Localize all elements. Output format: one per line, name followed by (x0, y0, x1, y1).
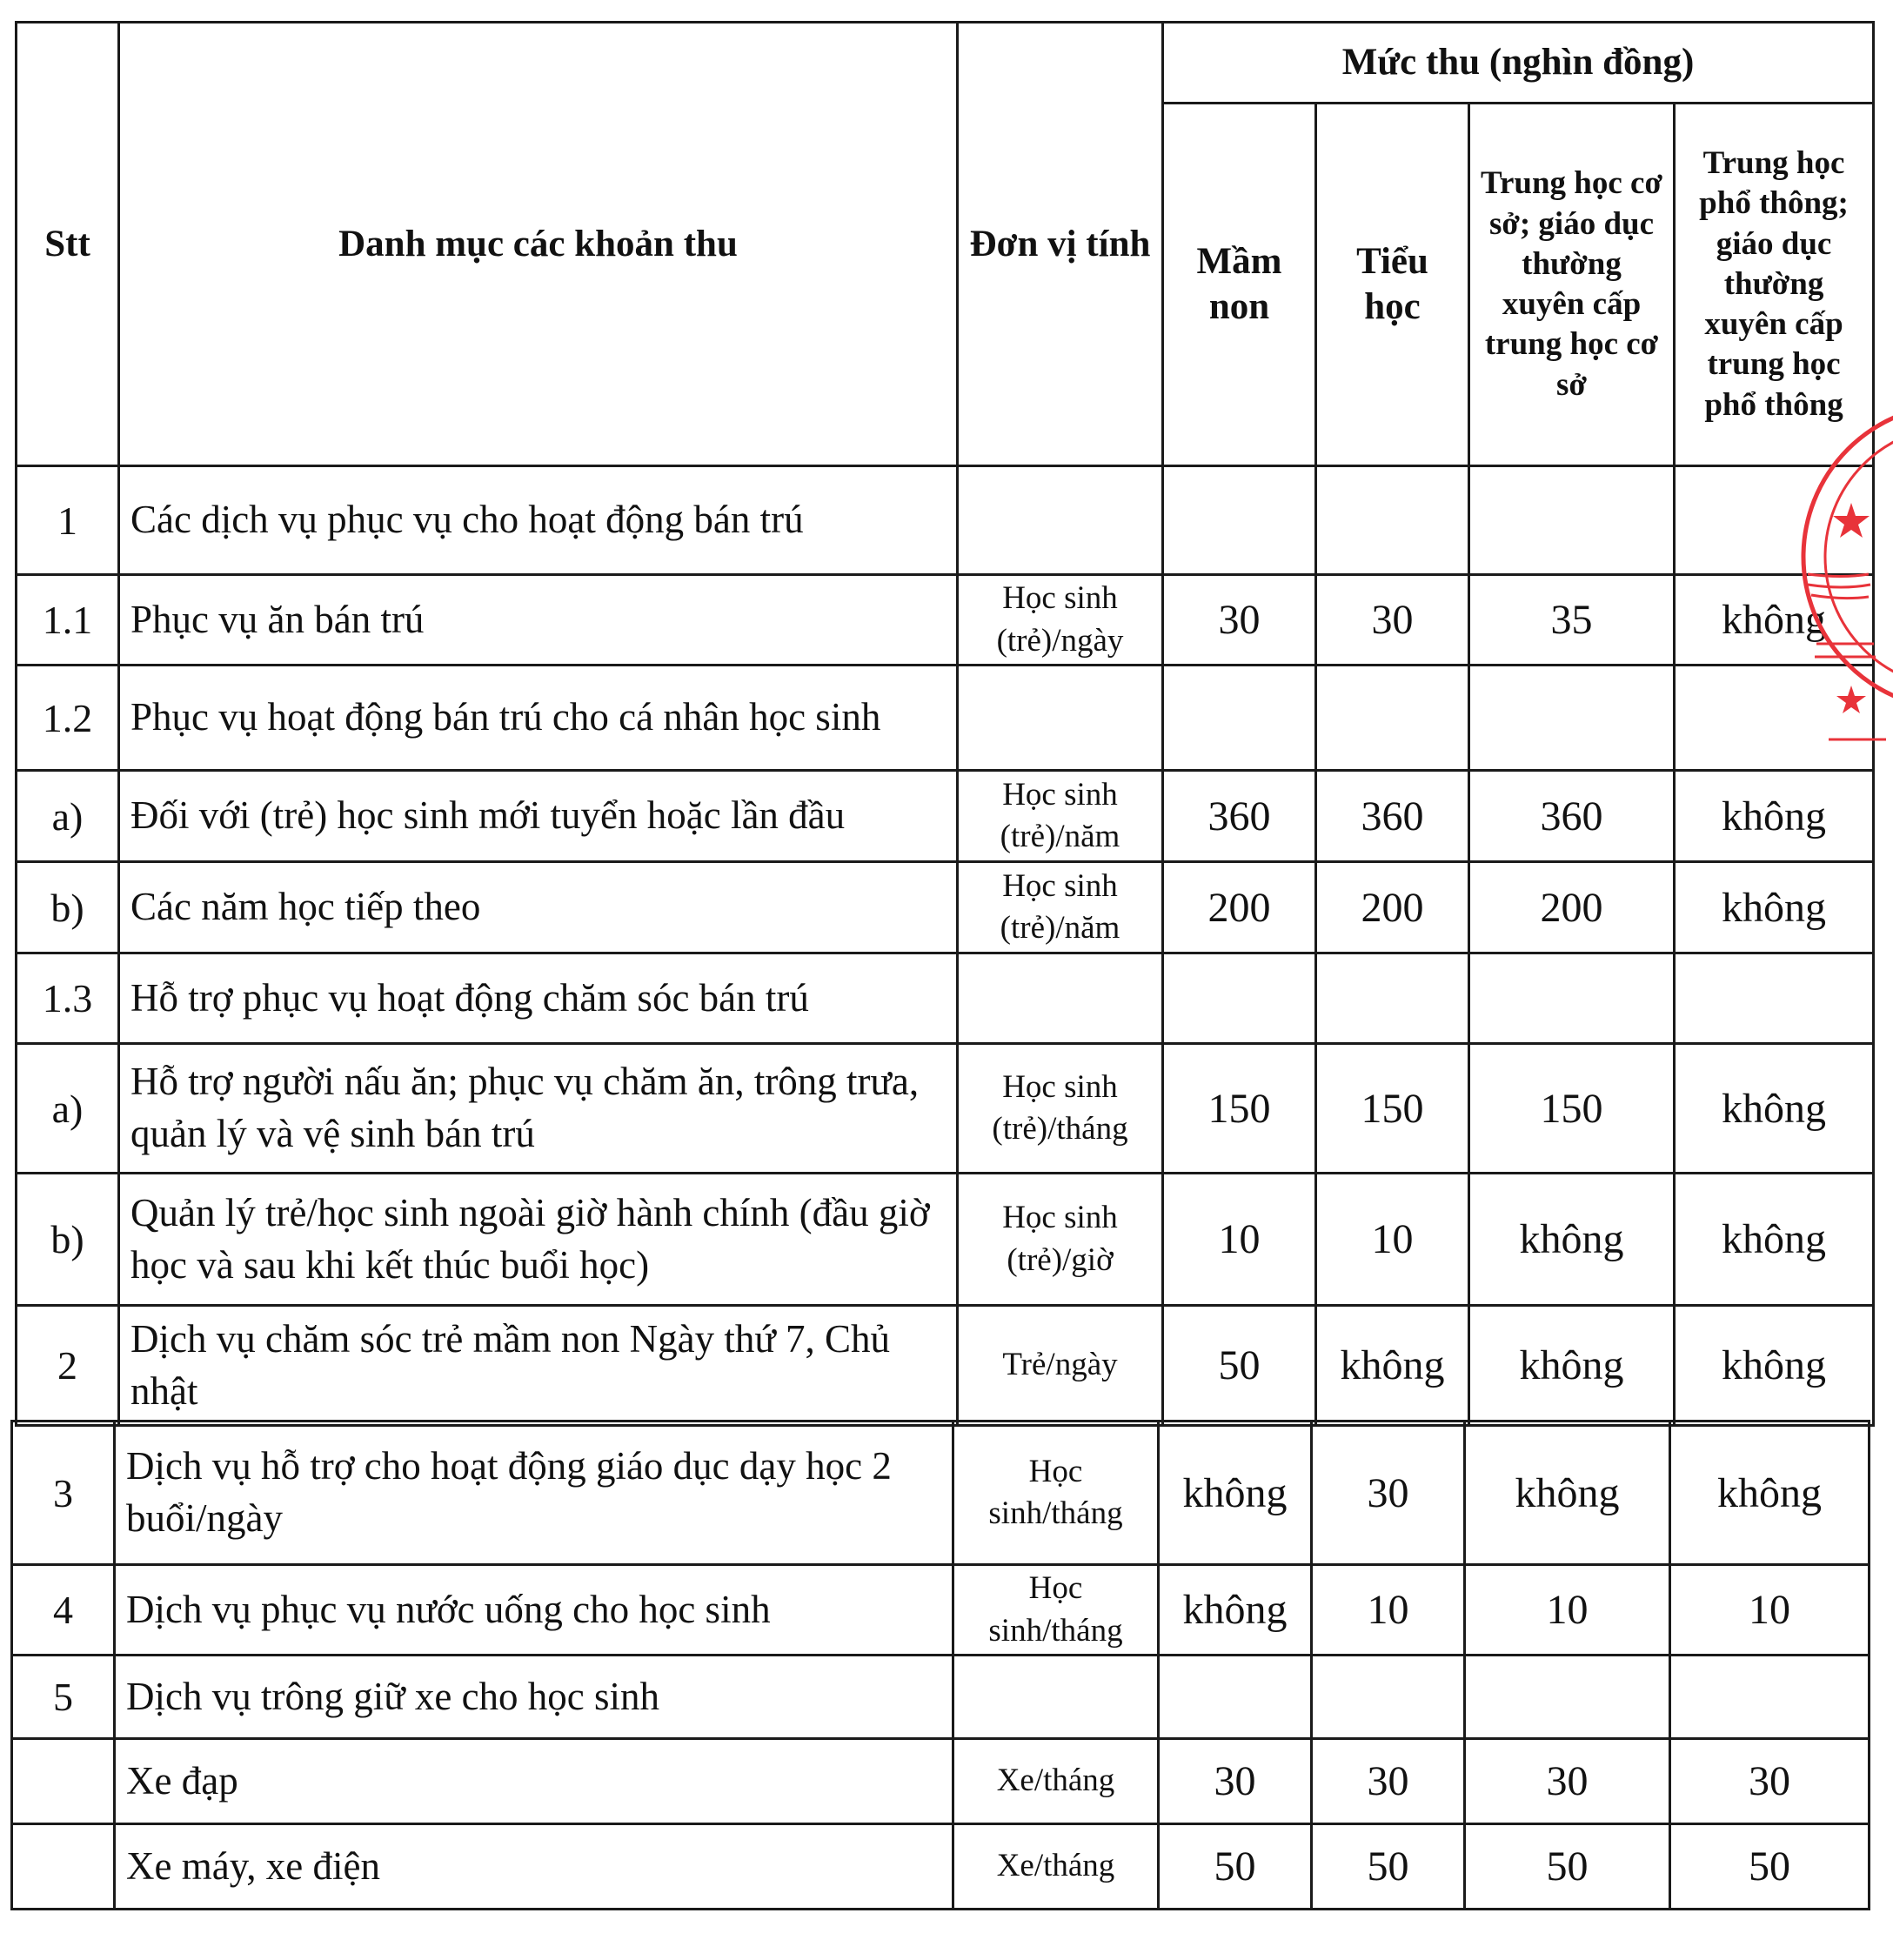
row-fee-value: không (1675, 1044, 1874, 1174)
row-fee-value (1163, 666, 1316, 771)
table-row (12, 1422, 1870, 1565)
row-item: Dịch vụ chăm sóc trẻ mầm non Ngày thứ 7, Chủ nhật (119, 1306, 958, 1426)
row-fee-value: không (1159, 1422, 1312, 1565)
row-fee-value: không (1159, 1565, 1312, 1656)
row-stt: a) (17, 1044, 119, 1174)
row-fee-value: 10 (1312, 1565, 1465, 1656)
row-fee-value (1316, 666, 1469, 771)
row-unit: Học sinh (trẻ)/giờ (958, 1174, 1163, 1306)
row-item: Hỗ trợ người nấu ăn; phục vụ chăm ăn, trông trưa, quản lý và vệ sinh bán trú (119, 1044, 958, 1174)
row-unit: Học sinh/tháng (953, 1565, 1159, 1656)
row-fee-value: không (1675, 1174, 1874, 1306)
row-unit: Trẻ/ngày (958, 1306, 1163, 1426)
row-fee-value (1675, 466, 1874, 575)
row-unit: Học sinh (trẻ)/tháng (958, 1044, 1163, 1174)
row-item: Phục vụ hoạt động bán trú cho cá nhân học sinh (119, 666, 958, 771)
row-stt: 2 (17, 1306, 119, 1426)
table-row (17, 575, 1874, 666)
row-fee-value: không (1675, 575, 1874, 666)
row-fee-value: 50 (1670, 1824, 1870, 1910)
table-row (17, 666, 1874, 771)
row-stt (12, 1739, 115, 1824)
row-fee-value: 150 (1163, 1044, 1316, 1174)
row-fee-value: 150 (1316, 1044, 1469, 1174)
row-item: Các dịch vụ phục vụ cho hoạt động bán trú (119, 466, 958, 575)
row-fee-value (1159, 1656, 1312, 1739)
row-fee-value (1163, 466, 1316, 575)
table-row (12, 1656, 1870, 1739)
row-fee-value: 35 (1469, 575, 1675, 666)
row-fee-value: 50 (1159, 1824, 1312, 1910)
row-unit (953, 1656, 1159, 1739)
row-fee-value (1469, 466, 1675, 575)
row-item: Hỗ trợ phục vụ hoạt động chăm sóc bán trú (119, 953, 958, 1044)
table-row (12, 1739, 1870, 1824)
row-fee-value: 10 (1316, 1174, 1469, 1306)
row-fee-value: không (1675, 862, 1874, 953)
header-level: Trung học cơ sở; giáo dục thường xuyên cấp trung học cơ sở (1469, 104, 1675, 466)
row-fee-value (1316, 953, 1469, 1044)
row-fee-value: không (1675, 1306, 1874, 1426)
table-row (17, 466, 1874, 575)
table-row (17, 771, 1874, 862)
row-fee-value: 360 (1469, 771, 1675, 862)
row-fee-value: 150 (1469, 1044, 1675, 1174)
row-fee-value: không (1670, 1422, 1870, 1565)
row-fee-value: 30 (1159, 1739, 1312, 1824)
table-row (17, 1306, 1874, 1426)
row-unit (958, 953, 1163, 1044)
row-item: Xe đạp (115, 1739, 953, 1824)
row-stt: 1 (17, 466, 119, 575)
row-fee-value (1163, 953, 1316, 1044)
row-stt: a) (17, 771, 119, 862)
header-unit: Đơn vị tính (958, 23, 1163, 466)
row-fee-value (1465, 1656, 1670, 1739)
row-fee-value: 200 (1469, 862, 1675, 953)
row-fee-value: 30 (1316, 575, 1469, 666)
fee-table-continued (10, 1420, 1870, 1910)
row-fee-value: không (1675, 771, 1874, 862)
row-item: Dịch vụ trông giữ xe cho học sinh (115, 1656, 953, 1739)
row-stt: 1.1 (17, 575, 119, 666)
table-row (17, 953, 1874, 1044)
row-fee-value (1469, 666, 1675, 771)
row-fee-value: 10 (1465, 1565, 1670, 1656)
row-fee-value (1316, 466, 1469, 575)
row-stt: b) (17, 862, 119, 953)
row-fee-value: 360 (1163, 771, 1316, 862)
row-fee-value: 360 (1316, 771, 1469, 862)
row-unit: Học sinh/tháng (953, 1422, 1159, 1565)
row-fee-value: 30 (1465, 1739, 1670, 1824)
row-fee-value: 200 (1163, 862, 1316, 953)
row-stt: 3 (12, 1422, 115, 1565)
row-unit: Xe/tháng (953, 1824, 1159, 1910)
row-fee-value: 30 (1312, 1739, 1465, 1824)
header-fee-group: Mức thu (nghìn đồng) (1163, 23, 1874, 104)
header-level: Tiểu học (1316, 104, 1469, 466)
header-item: Danh mục các khoản thu (119, 23, 958, 466)
row-fee-value: 50 (1312, 1824, 1465, 1910)
row-item: Phục vụ ăn bán trú (119, 575, 958, 666)
row-fee-value: 30 (1312, 1422, 1465, 1565)
row-unit: Học sinh (trẻ)/năm (958, 771, 1163, 862)
row-stt: 5 (12, 1656, 115, 1739)
row-unit (958, 466, 1163, 575)
row-fee-value: 10 (1670, 1565, 1870, 1656)
table-row (17, 1044, 1874, 1174)
row-fee-value: 50 (1163, 1306, 1316, 1426)
row-fee-value (1469, 953, 1675, 1044)
row-fee-value: không (1469, 1174, 1675, 1306)
table-row (17, 1174, 1874, 1306)
row-fee-value: 10 (1163, 1174, 1316, 1306)
row-fee-value: 50 (1465, 1824, 1670, 1910)
row-unit: Xe/tháng (953, 1739, 1159, 1824)
header-stt: Stt (17, 23, 119, 466)
row-stt: b) (17, 1174, 119, 1306)
row-unit: Học sinh (trẻ)/ngày (958, 575, 1163, 666)
row-unit (958, 666, 1163, 771)
row-item: Dịch vụ hỗ trợ cho hoạt động giáo dục dạy học 2 buổi/ngày (115, 1422, 953, 1565)
row-item: Đối với (trẻ) học sinh mới tuyển hoặc lần đầu (119, 771, 958, 862)
row-stt: 4 (12, 1565, 115, 1656)
fee-table (15, 21, 1875, 1427)
row-fee-value: không (1469, 1306, 1675, 1426)
row-fee-value: 30 (1670, 1739, 1870, 1824)
row-fee-value: 30 (1163, 575, 1316, 666)
table-row (12, 1824, 1870, 1910)
row-fee-value (1670, 1656, 1870, 1739)
row-fee-value: 200 (1316, 862, 1469, 953)
row-unit: Học sinh (trẻ)/năm (958, 862, 1163, 953)
row-stt (12, 1824, 115, 1910)
row-stt: 1.2 (17, 666, 119, 771)
row-fee-value (1675, 953, 1874, 1044)
table-row (12, 1565, 1870, 1656)
row-item: Các năm học tiếp theo (119, 862, 958, 953)
row-stt: 1.3 (17, 953, 119, 1044)
table-row (17, 862, 1874, 953)
header-level: Trung học phổ thông; giáo dục thường xuyên cấp trung học phổ thông (1675, 104, 1874, 466)
header-level: Mầm non (1163, 104, 1316, 466)
row-item: Xe máy, xe điện (115, 1824, 953, 1910)
row-fee-value: không (1316, 1306, 1469, 1426)
row-fee-value (1312, 1656, 1465, 1739)
row-fee-value (1675, 666, 1874, 771)
row-item: Dịch vụ phục vụ nước uống cho học sinh (115, 1565, 953, 1656)
header-row (17, 23, 1874, 104)
row-item: Quản lý trẻ/học sinh ngoài giờ hành chính (đầu giờ học và sau khi kết thúc buổi học) (119, 1174, 958, 1306)
row-fee-value: không (1465, 1422, 1670, 1565)
